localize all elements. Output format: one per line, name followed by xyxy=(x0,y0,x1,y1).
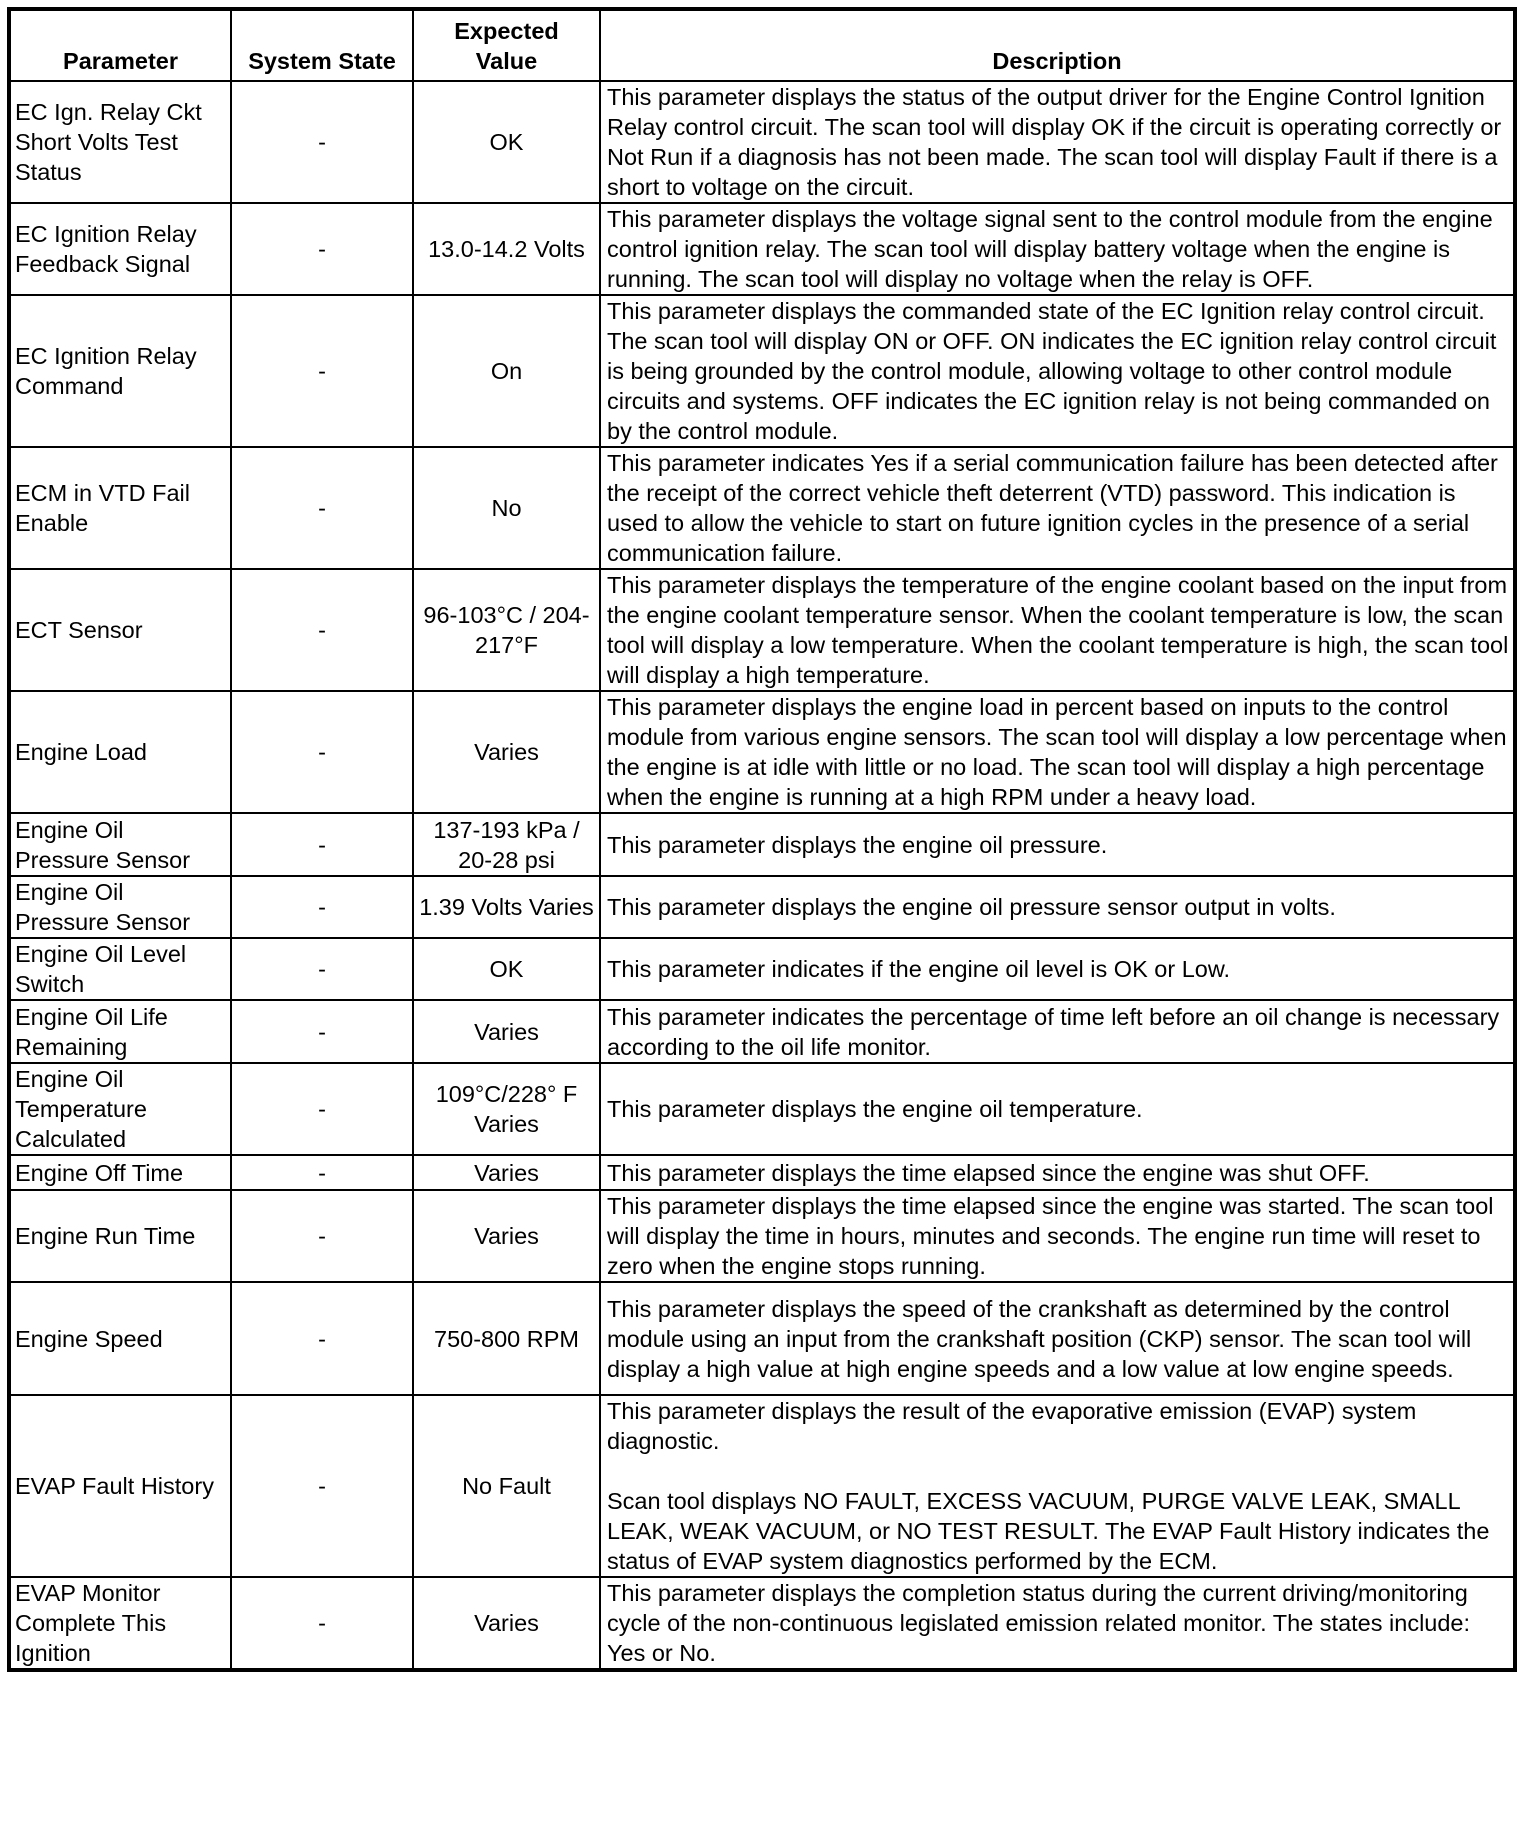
description-paragraph: This parameter displays the completion status during the current driving/monitoring cycle of the non-continuous legislated emission related monitor. The states include: Yes or No. xyxy=(607,1580,1471,1666)
cell-expected-value: Varies xyxy=(413,1000,600,1063)
table-row xyxy=(9,1577,1515,1670)
cell-parameter: Engine Oil Level Switch xyxy=(9,938,231,1000)
header-parameter: Parameter xyxy=(9,9,231,81)
description-paragraph: This parameter displays the time elapsed since the engine was started. The scan tool will display the time in hours, minutes and seconds. The engine run time will reset to zero when the engine stops running. xyxy=(607,1193,1494,1279)
description-paragraph: This parameter indicates the percentage of time left before an oil change is necessary according to the oil life monitor. xyxy=(607,1003,1500,1060)
cell-system-state: - xyxy=(231,691,413,813)
header-expected-value: Expected Value xyxy=(413,9,600,81)
cell-description xyxy=(600,1577,1515,1670)
description-paragraph: Scan tool displays NO FAULT, EXCESS VACUUM, PURGE VALVE LEAK, SMALL LEAK, WEAK VACUUM, or NO TEST RESULT. The EVAP Fault History indicates the status of EVAP system diagnostics performed by the ECM. xyxy=(607,1488,1490,1574)
table-row xyxy=(9,81,1515,203)
cell-expected-value: 1.39 Volts Varies xyxy=(413,876,600,938)
cell-expected-value: 96-103°C / 204-217°F xyxy=(413,569,600,691)
cell-parameter: Engine Speed xyxy=(9,1282,231,1395)
description-paragraph: This parameter displays the engine oil temperature. xyxy=(607,1096,1143,1122)
cell-system-state: - xyxy=(231,1155,413,1190)
cell-description xyxy=(600,1282,1515,1395)
table-row xyxy=(9,938,1515,1000)
table-row xyxy=(9,813,1515,876)
cell-expected-value: No xyxy=(413,447,600,569)
cell-parameter: EVAP Fault History xyxy=(9,1395,231,1577)
cell-description xyxy=(600,813,1515,876)
description-paragraph: This parameter displays the result of the evaporative emission (EVAP) system diagnostic. xyxy=(607,1398,1417,1454)
header-description: Description xyxy=(600,9,1515,81)
cell-description xyxy=(600,1395,1515,1577)
cell-parameter: ECM in VTD Fail Enable xyxy=(9,447,231,569)
cell-expected-value: 750-800 RPM xyxy=(413,1282,600,1395)
cell-expected-value: Varies xyxy=(413,1577,600,1670)
cell-expected-value: Varies xyxy=(413,1155,600,1190)
cell-description xyxy=(600,1190,1515,1282)
cell-description xyxy=(600,569,1515,691)
cell-parameter: Engine Off Time xyxy=(9,1155,231,1190)
cell-parameter: ECT Sensor xyxy=(9,569,231,691)
table-row xyxy=(9,295,1515,447)
cell-system-state: - xyxy=(231,938,413,1000)
cell-system-state: - xyxy=(231,203,413,295)
cell-parameter: Engine Run Time xyxy=(9,1190,231,1282)
cell-description xyxy=(600,295,1515,447)
description-paragraph: This parameter displays the speed of the crankshaft as determined by the control module using an input from the crankshaft position (CKP) sensor. The scan tool will display a high value at high engine speeds and a low value at low engine speeds. xyxy=(607,1295,1472,1382)
cell-description xyxy=(600,938,1515,1000)
table-row xyxy=(9,1190,1515,1282)
table-row xyxy=(9,569,1515,691)
cell-parameter: Engine Oil Pressure Sensor xyxy=(9,876,231,938)
table-row xyxy=(9,1282,1515,1395)
cell-expected-value: OK xyxy=(413,938,600,1000)
cell-description xyxy=(600,203,1515,295)
table-row xyxy=(9,876,1515,938)
cell-system-state: - xyxy=(231,447,413,569)
cell-system-state: - xyxy=(231,569,413,691)
cell-system-state: - xyxy=(231,295,413,447)
cell-parameter: Engine Oil Life Remaining xyxy=(9,1000,231,1063)
description-paragraph: This parameter displays the engine oil pressure. xyxy=(607,831,1108,858)
description-paragraph: This parameter displays the engine load in percent based on inputs to the control module from various engine sensors. The scan tool will display a low percentage when the engine is at idle with little or no load. The scan tool will display a high percentage when the engine is running at a high RPM under a heavy load. xyxy=(607,694,1507,810)
cell-parameter: Engine Oil Temperature Calculated xyxy=(9,1063,231,1155)
cell-system-state: - xyxy=(231,813,413,876)
cell-description xyxy=(600,1000,1515,1063)
cell-expected-value: Varies xyxy=(413,691,600,813)
table-row xyxy=(9,203,1515,295)
cell-description xyxy=(600,876,1515,938)
cell-expected-value: No Fault xyxy=(413,1395,600,1577)
cell-expected-value: OK xyxy=(413,81,600,203)
cell-parameter: EC Ign. Relay Ckt Short Volts Test Status xyxy=(9,81,231,203)
description-paragraph: This parameter displays the time elapsed since the engine was shut OFF. xyxy=(607,1159,1370,1186)
cell-parameter: EVAP Monitor Complete This Ignition xyxy=(9,1577,231,1670)
table-row xyxy=(9,1000,1515,1063)
cell-system-state: - xyxy=(231,1063,413,1155)
cell-description xyxy=(600,1063,1515,1155)
cell-description xyxy=(600,81,1515,203)
cell-system-state: - xyxy=(231,1577,413,1670)
header-row xyxy=(9,9,1515,81)
cell-system-state: - xyxy=(231,1395,413,1577)
description-paragraph: This parameter indicates if the engine oil level is OK or Low. xyxy=(607,956,1231,982)
cell-system-state: - xyxy=(231,1000,413,1063)
cell-expected-value: Varies xyxy=(413,1190,600,1282)
cell-expected-value: 137-193 kPa / 20-28 psi xyxy=(413,813,600,876)
cell-description xyxy=(600,1155,1515,1190)
description-paragraph: This parameter displays the temperature of the engine coolant based on the input from the engine coolant temperature sensor. When the coolant temperature is low, the scan tool will display a low temperature. When the coolant temperature is high, the scan tool will display a high temperature. xyxy=(607,572,1509,688)
cell-description xyxy=(600,447,1515,569)
table-row xyxy=(9,1395,1515,1577)
description-paragraph: This parameter displays the engine oil pressure sensor output in volts. xyxy=(607,894,1336,920)
description-paragraph: This parameter displays the voltage signal sent to the control module from the engine control ignition relay. The scan tool will display battery voltage when the engine is running. The scan tool will display no voltage when the relay is OFF. xyxy=(607,206,1493,292)
cell-expected-value: 109°C/228° F Varies xyxy=(413,1063,600,1155)
description-paragraph: This parameter displays the commanded state of the EC Ignition relay control circuit. The scan tool will display ON or OFF. ON indicates the EC ignition relay control circuit is being grounded by the control module, allowing voltage to other control module circuits and systems. OFF indicates the EC ignition relay is not being commanded on by the control module. xyxy=(607,298,1497,444)
cell-system-state: - xyxy=(231,81,413,203)
cell-parameter: EC Ignition Relay Feedback Signal xyxy=(9,203,231,295)
header-system-state: System State xyxy=(231,9,413,81)
table-row xyxy=(9,1063,1515,1155)
description-paragraph: This parameter displays the status of the output driver for the Engine Control Ignition Relay control circuit. The scan tool will display OK if the circuit is operating correctly or Not Run if a diagnosis has not been made. The scan tool will display Fault if there is a short to voltage on the circuit. xyxy=(607,84,1502,200)
cell-parameter: EC Ignition Relay Command xyxy=(9,295,231,447)
table-row xyxy=(9,691,1515,813)
cell-system-state: - xyxy=(231,1190,413,1282)
parameter-table xyxy=(7,7,1517,1672)
description-paragraph: This parameter indicates Yes if a serial communication failure has been detected after the receipt of the correct vehicle theft deterrent (VTD) password. This indication is used to allow the vehicle to start on future ignition cycles in the presence of a serial communication failure. xyxy=(607,450,1498,566)
table-row xyxy=(9,447,1515,569)
table-row xyxy=(9,1155,1515,1190)
cell-parameter: Engine Oil Pressure Sensor xyxy=(9,813,231,876)
cell-expected-value: 13.0-14.2 Volts xyxy=(413,203,600,295)
cell-description xyxy=(600,691,1515,813)
cell-system-state: - xyxy=(231,876,413,938)
cell-parameter: Engine Load xyxy=(9,691,231,813)
cell-system-state: - xyxy=(231,1282,413,1395)
table-body xyxy=(9,81,1515,1670)
cell-expected-value: On xyxy=(413,295,600,447)
